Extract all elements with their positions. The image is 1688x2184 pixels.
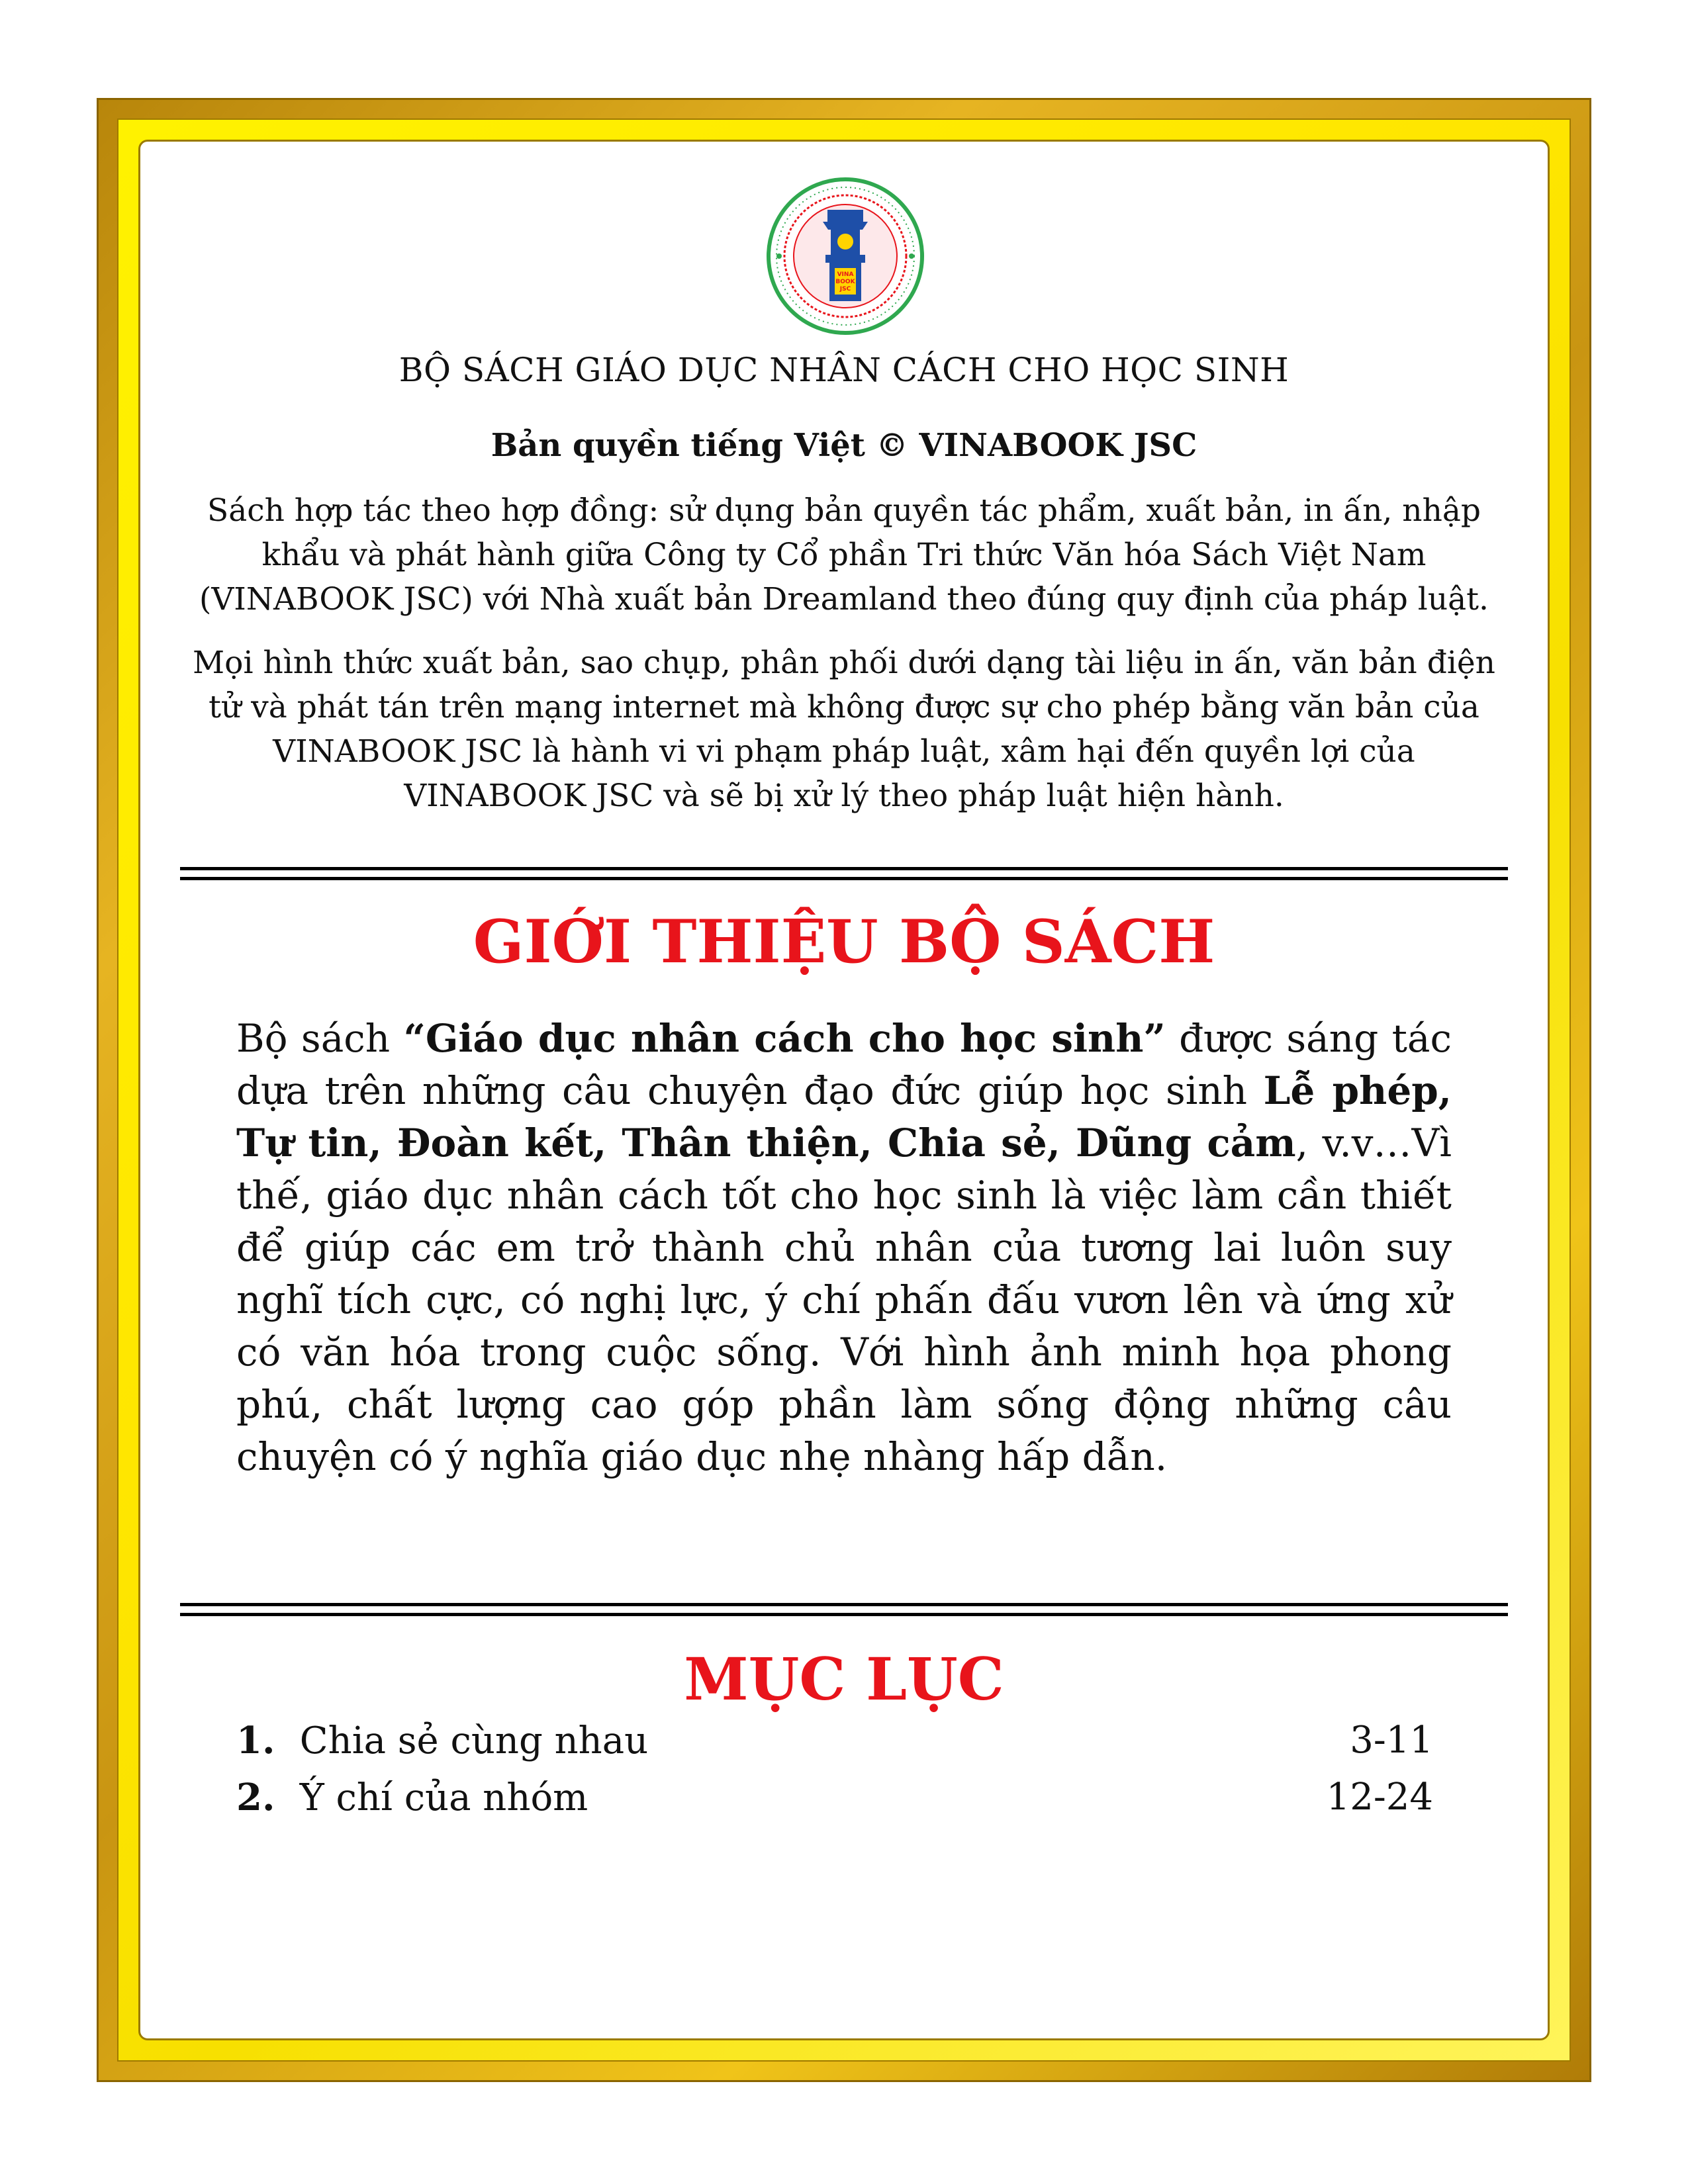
intro-paragraph [236, 1013, 1452, 1483]
warning-paragraph: Mọi hình thức xuất bản, sao chụp, phân phối dưới dạng tài liệu in ấn, văn bản điện tử và phát tán trên mạng internet mà không được sự cho phép bằng văn bản của VINABOOK JSC là hành vi vi phạm pháp luật, xâm hại đến quyền lợi của VINABOOK JSC và sẽ bị xử lý theo pháp luật hiện hành. [193, 645, 1495, 814]
toc-item-title: Chia sẻ cùng nhau [299, 1719, 649, 1762]
contract-paragraph: Sách hợp tác theo hợp đồng: sử dụng bản quyền tác phẩm, xuất bản, in ấn, nhập khẩu và phát hành giữa Công ty Cổ phần Tri thức Văn hóa Sách Việt Nam (VINABOOK JSC) với Nhà xuất bản Dreamland theo đúng quy định của pháp luật. [199, 492, 1489, 617]
toc-item-title: Ý chí của nhóm [299, 1776, 588, 1819]
copyright-line: Bản quyền tiếng Việt © VINABOOK JSC [491, 427, 1197, 464]
toc-item-number: 2. [236, 1776, 288, 1819]
svg-text:BOOK: BOOK [835, 279, 855, 285]
toc-item-pages: 3-11 [1350, 1719, 1433, 1762]
intro-text: được sáng tác dựa trên những câu chuyện đạo đức giúp học sinh [236, 1016, 1452, 1113]
intro-text: Bộ sách [236, 1016, 404, 1061]
virtues-list: Lễ phép, Tự tin, Đoàn kết, Thân thiện, Chia sẻ, Dũng cảm [236, 1068, 1452, 1165]
svg-text:VINA: VINA [837, 271, 854, 278]
toc-item-pages: 12-24 [1326, 1776, 1433, 1819]
vinabook-seal-logo [765, 175, 927, 338]
svg-text:JSC: JSC [839, 286, 851, 293]
intro-text: , v.v…Vì thế, giáo dục nhân cách tốt cho học sinh là việc làm cần thiết để giúp các em trở thành chủ nhân của tương lai luôn suy nghĩ tích cực, có nghị lực, ý chí phấn đấu vươn lên và ứng xử có văn hóa trong cuộc sống. Với hình ảnh minh họa phong phú, chất lượng cao góp phần làm sống động những câu chuyện có ý nghĩa giáo dục nhẹ nhàng hấp dẫn. [236, 1120, 1452, 1479]
series-title: BỘ SÁCH GIÁO DỤC NHÂN CÁCH CHO HỌC SINH [399, 351, 1289, 389]
double-rule-divider [180, 1603, 1508, 1616]
book-name: “Giáo dục nhân cách cho học sinh” [403, 1016, 1166, 1061]
toc-item [236, 1771, 1433, 1824]
toc-item-number: 1. [236, 1719, 288, 1762]
intro-heading: GIỚI THIỆU BỘ SÁCH [473, 907, 1215, 977]
toc-item [236, 1714, 1433, 1767]
toc-heading: MỤC LỤC [684, 1645, 1004, 1713]
double-rule-divider [180, 867, 1508, 880]
